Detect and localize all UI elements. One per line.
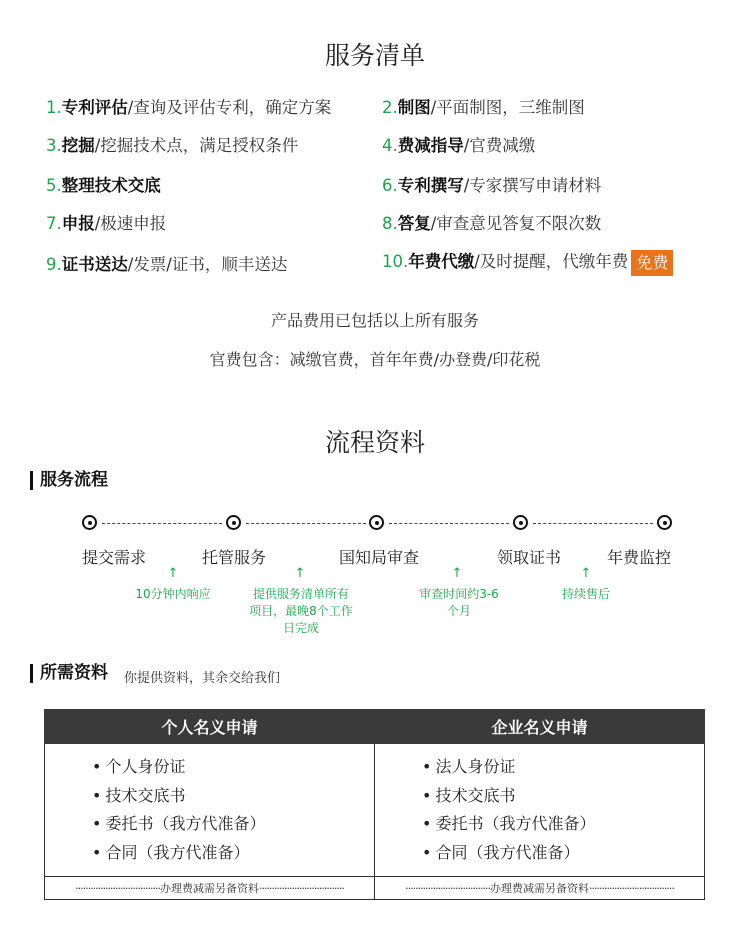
company-footer: ··································办理费减需另备资料·································· bbox=[375, 877, 705, 900]
service-item-7: 7.申报/极速申报 bbox=[46, 214, 167, 233]
step-label-3: 国知局审查 bbox=[338, 548, 419, 567]
service-list-title: 服务清单 bbox=[324, 41, 425, 70]
step-dot-4 bbox=[513, 515, 528, 530]
personal-footer: ··································办理费减需另备资料·································· bbox=[45, 877, 375, 900]
service-item-2: 2.制图/平面制图，三维制图 bbox=[382, 98, 585, 117]
list-item: • 个人身份证 bbox=[92, 753, 373, 782]
company-items bbox=[376, 745, 703, 875]
process-title: 流程资料 bbox=[324, 428, 425, 457]
step-label-4: 领取证书 bbox=[496, 548, 561, 567]
list-item: • 合同（我方代准备） bbox=[422, 839, 703, 868]
step-note-4: 持续售后 bbox=[561, 587, 610, 601]
list-item: • 法人身份证 bbox=[422, 753, 703, 782]
step-label-1: 提交需求 bbox=[81, 548, 146, 567]
arrow-up-icon: ↑ bbox=[167, 566, 179, 581]
step-note-2: 提供服务清单所有项目，最晚8个工作日完成 bbox=[249, 587, 353, 635]
list-item: • 合同（我方代准备） bbox=[92, 839, 373, 868]
step-note-1: 10分钟内响应 bbox=[135, 587, 211, 601]
step-dot-5 bbox=[657, 515, 672, 530]
official-fee-note: 官费包含：减缴官费，首年年费/办登费/印花税 bbox=[209, 350, 541, 369]
list-item: • 技术交底书 bbox=[422, 782, 703, 811]
price-includes-note: 产品费用已包括以上所有服务 bbox=[270, 311, 479, 330]
step-dot-1 bbox=[82, 515, 97, 530]
company-items-cell bbox=[375, 744, 705, 877]
service-item-4: 4.费减指导/官费减缴 bbox=[382, 136, 536, 155]
list-item: • 技术交底书 bbox=[92, 782, 373, 811]
materials-table bbox=[44, 709, 705, 900]
service-item-3: 3.挖掘/挖掘技术点，满足授权条件 bbox=[46, 136, 299, 155]
materials-subtitle: 你提供资料，其余交给我们 bbox=[124, 671, 281, 686]
service-item-5: 5.整理技术交底 bbox=[46, 176, 161, 195]
step-note-3: 审查时间约3-6个月 bbox=[419, 587, 499, 618]
service-item-1: 1.专利评估/查询及评估专利，确定方案 bbox=[46, 98, 332, 117]
service-item-9: 9.证书送达/发票/证书，顺丰送达 bbox=[46, 255, 288, 274]
arrow-up-icon: ↑ bbox=[294, 566, 306, 581]
service-item-10: 10.年费代缴/及时提醒，代缴年费 免费 bbox=[382, 248, 673, 276]
service-item-8: 8.答复/审查意见答复不限次数 bbox=[382, 214, 602, 233]
service-flow-title: 服务流程 bbox=[30, 471, 108, 490]
step-connector bbox=[102, 523, 222, 524]
list-item: • 委托书（我方代准备） bbox=[422, 810, 703, 839]
step-label-2: 托管服务 bbox=[201, 548, 266, 567]
step-dot-3 bbox=[369, 515, 384, 530]
personal-header: 个人名义申请 bbox=[45, 710, 375, 744]
free-badge: 免费 bbox=[631, 250, 673, 276]
step-dot-2 bbox=[226, 515, 241, 530]
step-connector bbox=[389, 523, 509, 524]
step-connector bbox=[246, 523, 366, 524]
personal-items-cell bbox=[45, 744, 375, 877]
step-label-5: 年费监控 bbox=[606, 548, 671, 567]
list-item: • 委托书（我方代准备） bbox=[92, 810, 373, 839]
service-item-6: 6.专利撰写/专家撰写申请材料 bbox=[382, 176, 602, 195]
personal-items bbox=[46, 745, 373, 875]
company-header: 企业名义申请 bbox=[375, 710, 705, 744]
arrow-up-icon: ↑ bbox=[451, 566, 463, 581]
arrow-up-icon: ↑ bbox=[580, 566, 592, 581]
step-connector bbox=[533, 523, 653, 524]
materials-title: 所需资料 bbox=[30, 664, 108, 683]
